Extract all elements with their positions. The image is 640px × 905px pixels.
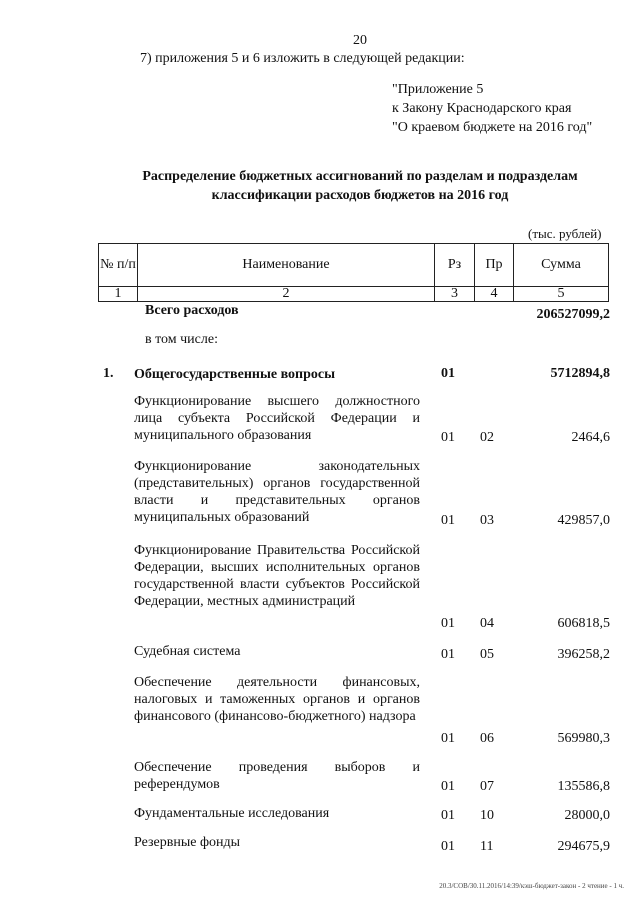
footer-note: 20.3/СОВ/30.11.2016/14:39/кэш-бюджет-закон - 2 чтение - 1 ч. <box>439 882 624 890</box>
table-header <box>98 243 609 302</box>
row-pr: 06 <box>480 731 494 746</box>
header-number-4: 4 <box>475 287 514 302</box>
row-name: Резервные фонды <box>134 835 241 850</box>
unit-note: (тыс. рублей) <box>528 226 602 241</box>
document-title-line-2: классификации расходов бюджетов на 2016 год <box>211 188 509 203</box>
row-sum: 294675,9 <box>557 839 610 854</box>
header-col-sum: Сумма <box>514 244 609 287</box>
header-number-5: 5 <box>514 287 609 302</box>
row-number: 1. <box>103 366 114 381</box>
total-label: Всего расходов <box>145 303 239 318</box>
row-rz: 01 <box>441 839 455 854</box>
header-col-pr: Пр <box>475 244 514 287</box>
header-col-rz: Рз <box>435 244 475 287</box>
amendment-instruction: 7) приложения 5 и 6 изложить в следующей редакции: <box>140 51 465 66</box>
appendix-line-1: "Приложение 5 <box>392 82 484 97</box>
row-pr: 03 <box>480 513 494 528</box>
row-rz: 01 <box>441 779 455 794</box>
row-sum: 606818,5 <box>557 616 610 631</box>
row-rz: 01 <box>441 808 455 823</box>
row-name: Общегосударственные вопросы <box>134 367 336 382</box>
row-pr: 05 <box>480 647 494 662</box>
header-col-name: Наименование <box>138 244 435 287</box>
row-sum: 396258,2 <box>557 647 610 662</box>
row-rz: 01 <box>441 513 455 528</box>
row-sum: 28000,0 <box>564 808 610 823</box>
row-rz: 01 <box>441 731 455 746</box>
header-number-2: 2 <box>138 287 435 302</box>
row-pr: 10 <box>480 808 494 823</box>
row-name: Функционирование высшего должностного лица субъекта Российской Федерации и муниципального образования <box>134 394 420 443</box>
row-rz: 01 <box>441 430 455 445</box>
page-number: 20 <box>353 33 367 48</box>
header-col-number: № п/п <box>99 244 138 287</box>
appendix-line-3: "О краевом бюджете на 2016 год" <box>392 120 593 135</box>
row-sum: 135586,8 <box>557 779 610 794</box>
row-sum: 429857,0 <box>557 513 610 528</box>
row-pr: 02 <box>480 430 494 445</box>
row-name: Судебная система <box>134 644 241 659</box>
row-pr: 07 <box>480 779 494 794</box>
row-rz: 01 <box>441 647 455 662</box>
row-rz: 01 <box>441 616 455 631</box>
row-name: Функционирование Правительства Российской Федерации, высших исполнительных органов государственной власти субъектов Российской Федерации, местных администраций <box>134 543 420 609</box>
document-title-line-1: Распределение бюджетных ассигнований по разделам и подразделам <box>142 169 578 184</box>
row-sum: 569980,3 <box>557 731 610 746</box>
header-number-3: 3 <box>435 287 475 302</box>
row-sum: 2464,6 <box>571 430 610 445</box>
row-name: Обеспечение деятельности финансовых, налоговых и таможенных органов и органов финансового (финансово-бюджетного) надзора <box>134 675 420 724</box>
row-rz: 01 <box>441 366 455 381</box>
header-number-1: 1 <box>99 287 138 302</box>
total-value: 206527099,2 <box>536 307 610 322</box>
row-name: Фундаментальные исследования <box>134 806 330 821</box>
including-label: в том числе: <box>145 332 218 347</box>
row-name: Обеспечение проведения выборов и референдумов <box>134 760 420 792</box>
appendix-line-2: к Закону Краснодарского края <box>392 101 572 116</box>
row-name: Функционирование законодательных (представительных) органов государственной власти и представительных органов муниципальных образований <box>134 459 420 525</box>
row-pr: 04 <box>480 616 494 631</box>
row-pr: 11 <box>480 839 494 854</box>
row-sum: 5712894,8 <box>550 366 610 381</box>
